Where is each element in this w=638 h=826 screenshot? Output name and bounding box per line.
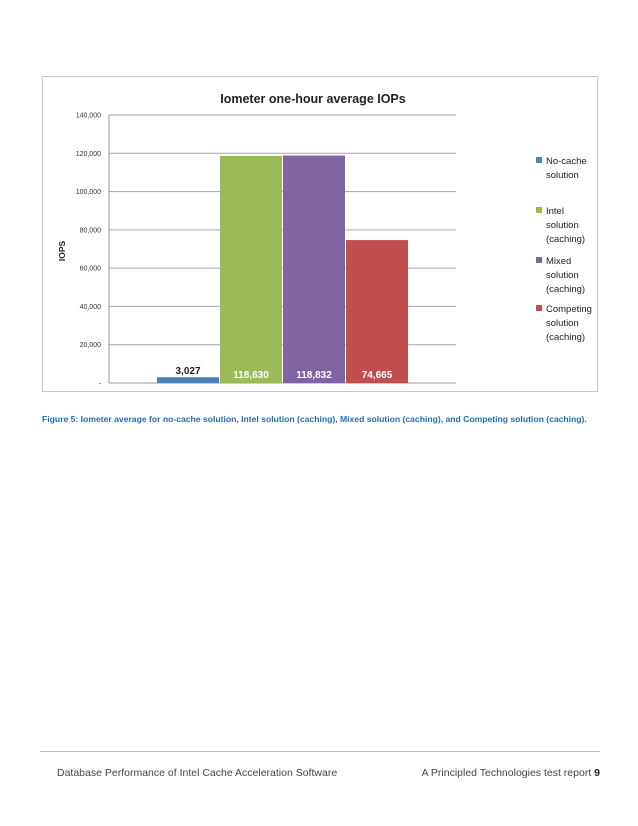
figure-caption: Figure 5: Iometer average for no-cache solution, Intel solution (caching), Mixed solution (caching), and Competing solution (caching). [42,414,587,424]
y-tick-label: 140,000 [75,112,101,120]
legend-label-1: No-cache solution [546,156,587,181]
y-tick-label: 80,000 [79,227,101,235]
bar-2 [220,156,282,383]
bar-1 [157,377,219,383]
legend-swatch-3 [536,257,542,263]
data-label-2: 118,630 [233,370,269,381]
y-tick-label: 40,000 [79,303,101,311]
chart-container [42,76,598,392]
data-label-3: 118,832 [296,370,332,381]
y-tick-label: 120,000 [75,150,101,158]
legend-label-2: Intel solution (caching) [546,206,586,245]
y-tick-label: - [98,380,101,388]
legend-swatch-1 [536,157,542,163]
legend-label-4: Competing solution (caching) [546,304,592,343]
y-tick-label: 60,000 [79,265,101,273]
legend-swatch-2 [536,207,542,213]
legend-label-3: Mixed solution (caching) [546,256,586,295]
y-tick-label: 20,000 [79,342,101,350]
y-axis-label: IOPS [57,240,67,262]
y-tick-label: 100,000 [75,189,101,197]
chart-title: Iometer one-hour average IOPs [220,92,406,106]
legend-swatch-4 [536,305,542,311]
page-number: 9 [594,767,600,779]
footer-divider [40,751,600,752]
footer-report-label: A Principled Technologies test report [421,767,592,779]
iops-bar-chart [43,77,599,393]
data-label-1: 3,027 [175,366,201,378]
footer-doc-title: Database Performance of Intel Cache Acceleration Software [57,767,338,779]
bar-4 [346,240,408,383]
data-label-4: 74,665 [361,370,393,381]
bar-3 [283,156,345,383]
footer-report-info [422,767,600,779]
